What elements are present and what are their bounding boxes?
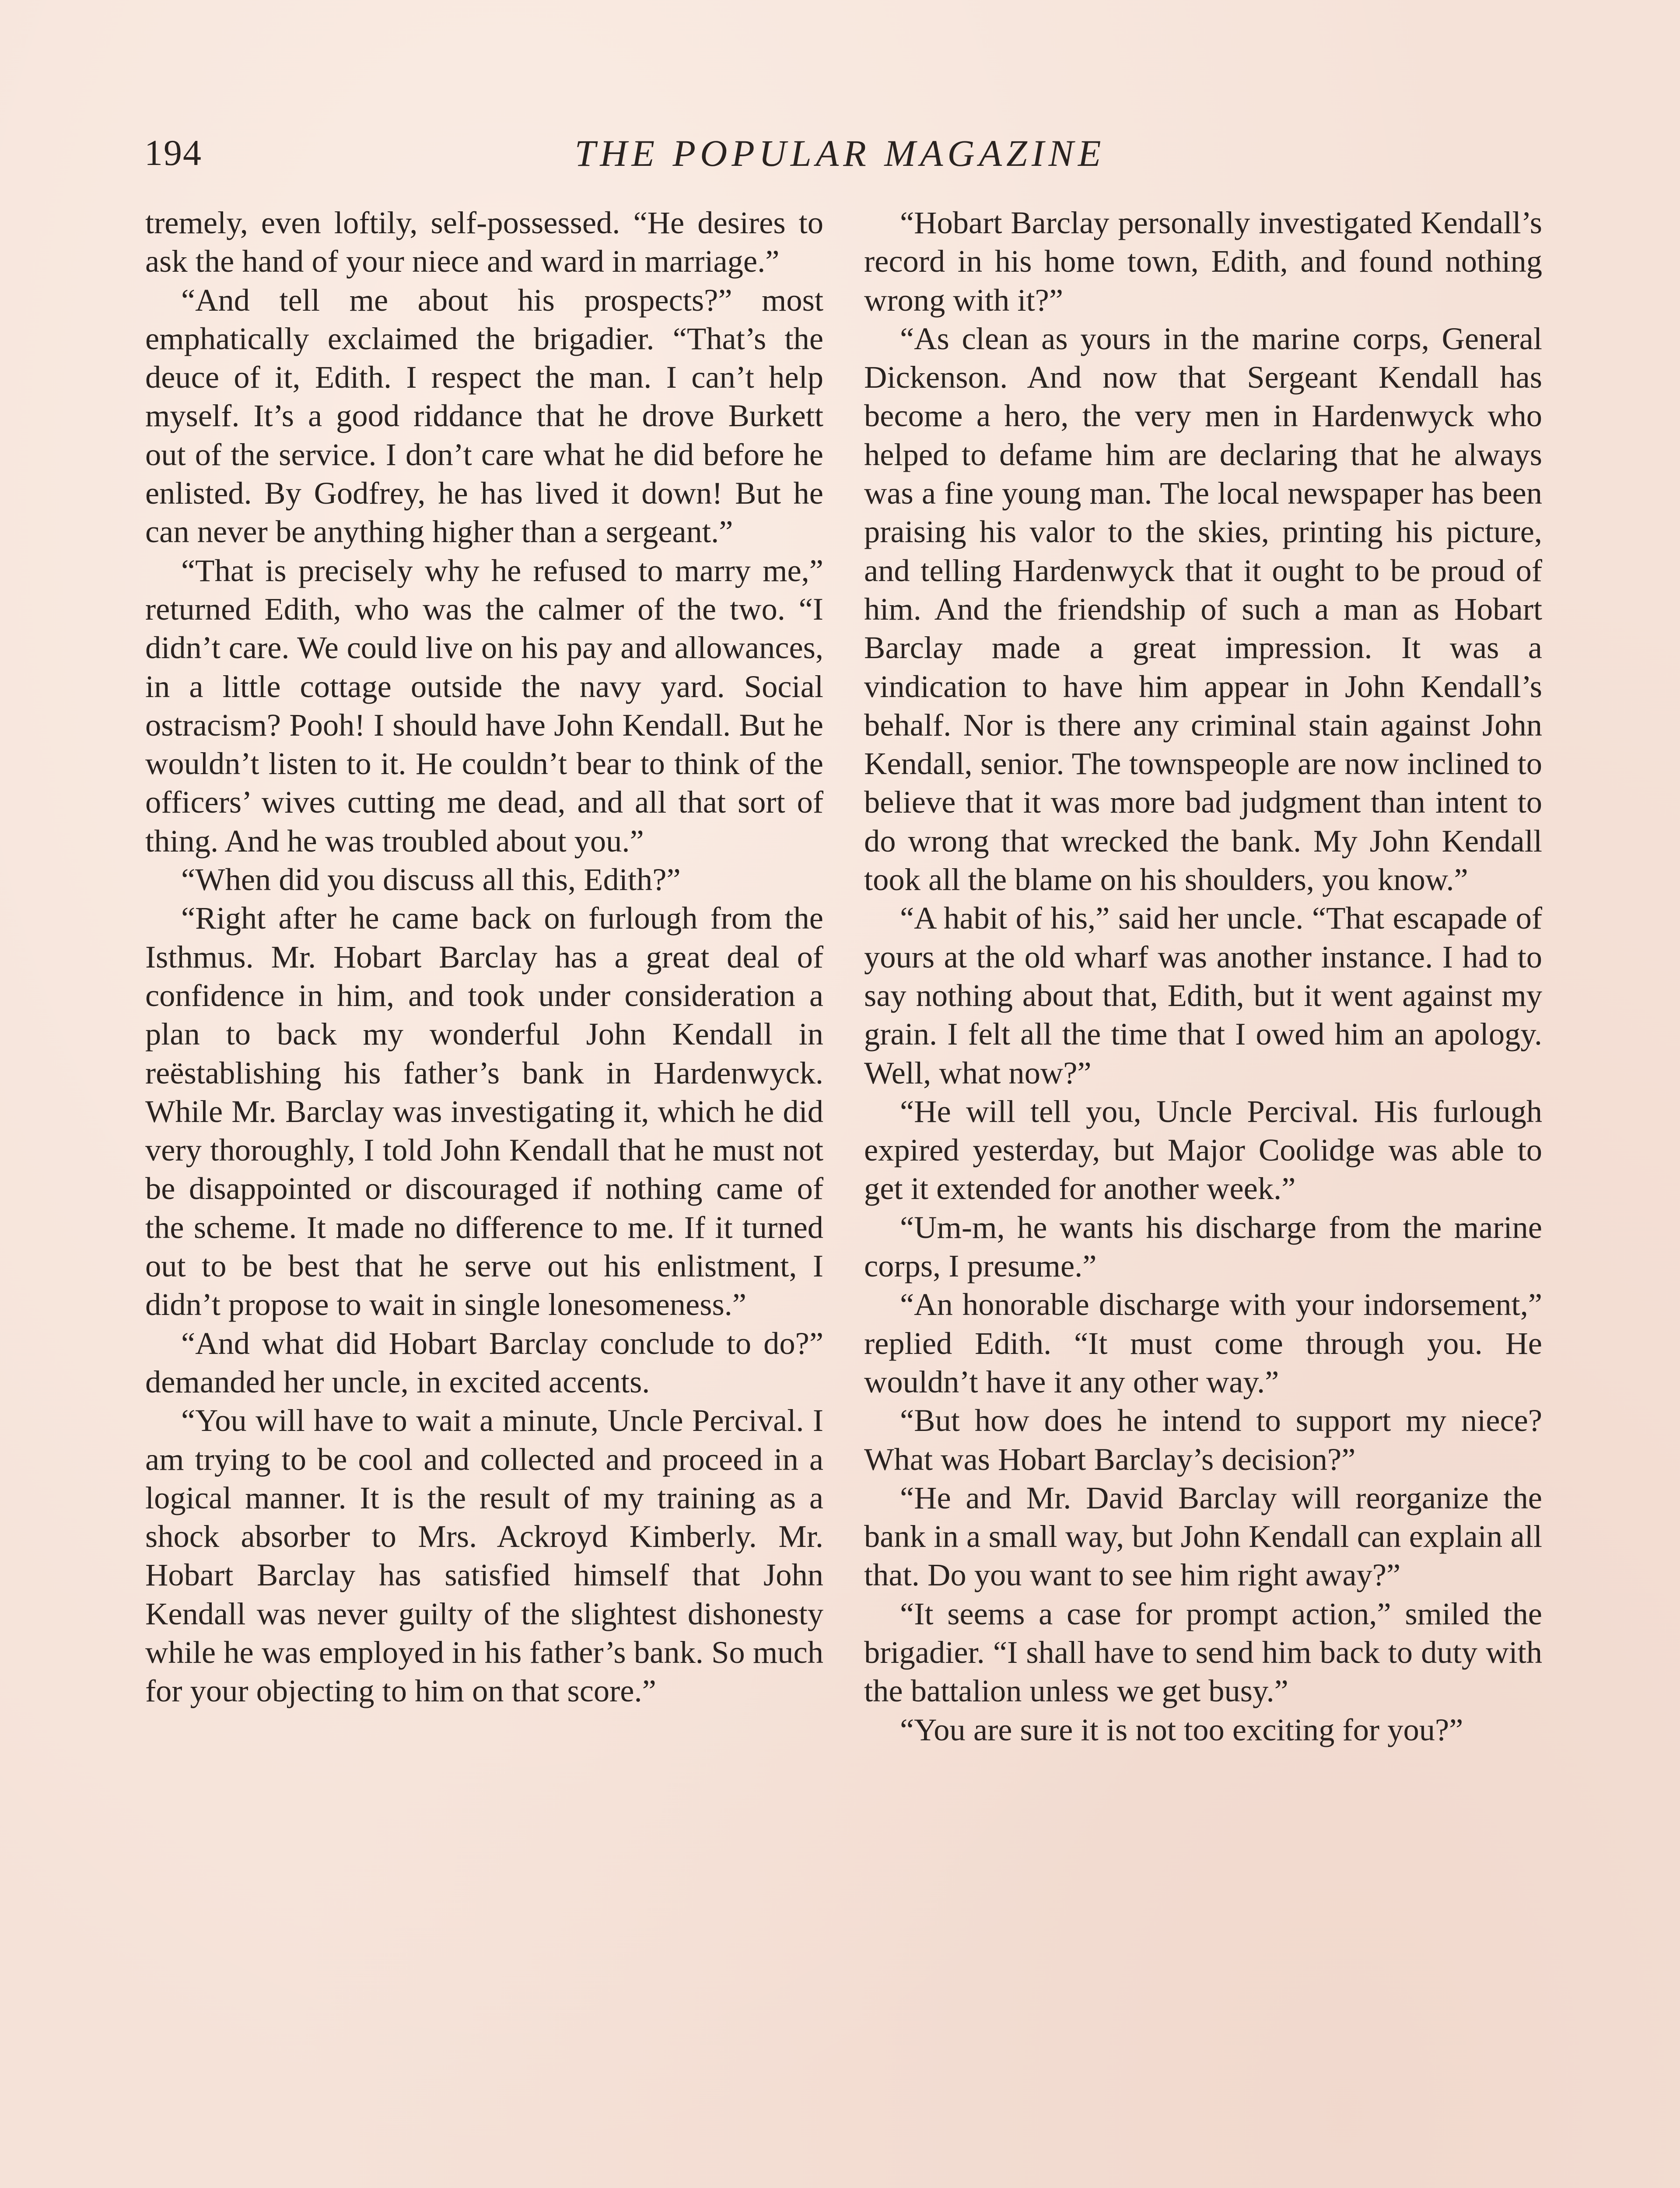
paragraph: “You are sure it is not too exciting for you?” [900,1711,1463,1747]
paragraph: “That is precisely why he refused to marry me,” returned Edith, who was the calmer of the two. “I didn’t care. We could live on his pay and allowances, in a little cottage outside the navy yard. Social ostracism? Pooh! I should have John Kendall. But he wouldn’t listen to it. He couldn’t bear to think of the officers’ wives cutting me dead, and all that sort of thing. And he was troubled about you.” [145,552,823,859]
paragraph: “It seems a case for prompt action,” smiled the brigadier. “I shall have to send him back to duty with the battalion unless we get busy.” [864,1595,1542,1709]
paragraph: “He and Mr. David Barclay will reorganize the bank in a small way, but John Kendall can explain all that. Do you want to see him right away?” [864,1480,1542,1593]
paragraph: “As clean as yours in the marine corps, General Dickenson. And now that Sergeant Kendall has become a hero, the very men in Hardenwyck who helped to defame him are declaring that he always was a fine young man. The local newspaper has been praising his valor to the skies, printing his picture, and telling Hardenwyck that it ought to be proud of him. And the friendship of such a man as Hobart Barclay made a great impression. It was a vindication to have him appear in John Kendall’s behalf. Nor is there any criminal stain against John Kendall, senior. The townspeople are now inclined to believe that it was more bad judgment than intent to do wrong that wrecked the bank. My John Kendall took all the blame on his shoulders, you know.” [864,320,1542,898]
page-number: 194 [144,133,202,173]
paragraph: “You will have to wait a minute, Uncle Percival. I am trying to be cool and collected and proceed in a logical manner. It is the result of my training as a shock absorber to Mrs. Ackroyd Kimberly. Mr. Hobart Barclay has satisfied himself that John Kendall was never guilty of the slightest dishonesty while he was employed in his father’s bank. So much for your objecting to him on that score.” [145,1403,823,1709]
paragraph: “And tell me about his prospects?” most emphatically exclaimed the brigadier. “That’s the deuce of it, Edith. I respect the man. I can’t help myself. It’s a good riddance that he drove Burkett out of the service. I don’t care what he did before he enlisted. By Godfrey, he has lived it down! But he can never be anything higher than a sergeant.” [145,282,823,550]
paragraph: “Hobart Barclay personally investigated Kendall’s record in his home town, Edith, and found nothing wrong with it?” [864,205,1542,318]
paragraph: “Right after he came back on furlough from the Isthmus. Mr. Hobart Barclay has a great deal of confidence in him, and took under consideration a plan to back my wonderful John Kendall in reëstablishing his father’s bank in Hardenwyck. While Mr. Barclay was investigating it, which he did very thoroughly, I told John Kendall that he must not be disappointed or discouraged if nothing came of the scheme. It made no difference to me. If it turned out to be best that he serve out his enlistment, I didn’t propose to wait in single lonesomeness.” [145,900,823,1322]
paragraph: “But how does he intend to support my niece? What was Hobart Barclay’s decision?” [864,1403,1542,1477]
paragraph: “When did you discuss all this, Edith?” [181,862,681,898]
page-header [144,127,1536,179]
left-column [145,203,823,1711]
paragraph: “Um-m, he wants his discharge from the marine corps, I presume.” [864,1209,1542,1284]
paragraph: “An honorable discharge with your indorsement,” replied Edith. “It must come through you. He wouldn’t have it any other way.” [864,1287,1542,1399]
right-column [864,203,1542,1749]
paragraph: “A habit of his,” said her uncle. “That escapade of yours at the old wharf was another instance. I had to say nothing about that, Edith, but it went against my grain. I felt all the time that I owed him an apology. Well, what now?” [864,900,1542,1090]
paragraph: “He will tell you, Uncle Percival. His furlough expired yesterday, but Major Coolidge was able to get it extended for another week.” [864,1093,1542,1206]
paragraph: tremely, even loftily, self-possessed. “He desires to ask the hand of your niece and ward in marriage.” [145,205,823,279]
running-title: THE POPULAR MAGAZINE [574,132,1106,174]
paragraph: “And what did Hobart Barclay conclude to do?” demanded her uncle, in excited accents. [145,1325,823,1399]
